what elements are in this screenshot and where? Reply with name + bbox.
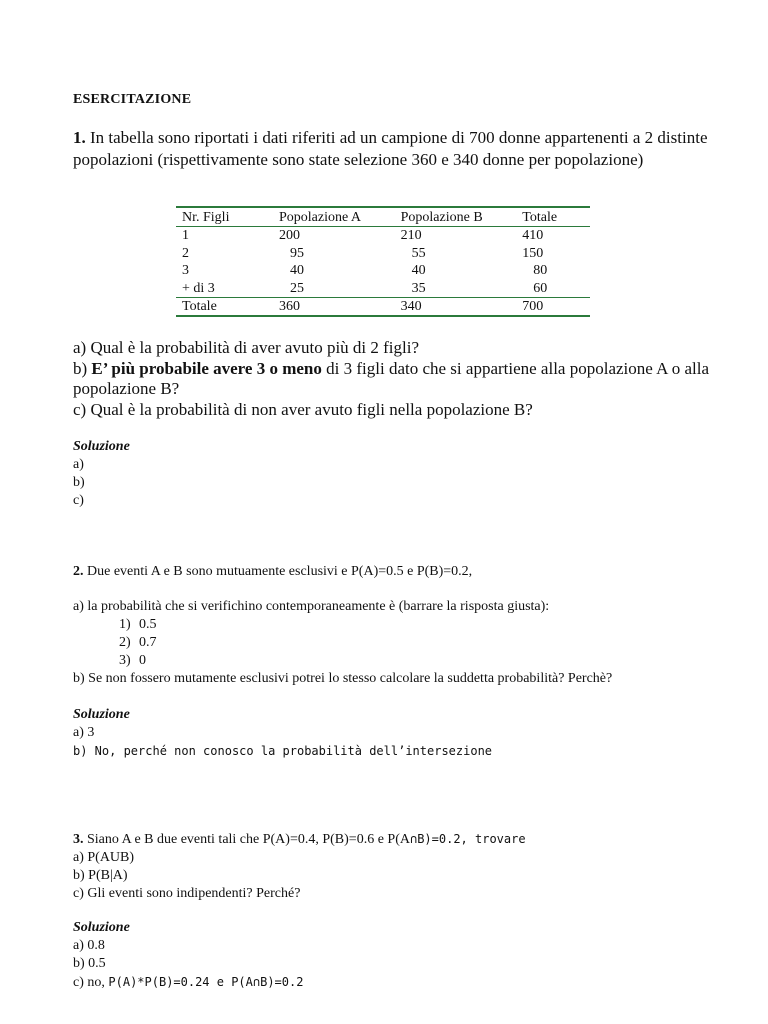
table-header-row xyxy=(176,207,590,227)
table-cell: 340 xyxy=(395,298,517,317)
page-title: ESERCITAZIONE xyxy=(73,92,192,107)
table-header-cell: Popolazione B xyxy=(395,207,517,227)
solution-a: a) 0.8 xyxy=(73,938,105,953)
question-3-b: b) P(B|A) xyxy=(73,868,128,883)
solution-b: b) 0.5 xyxy=(73,956,106,971)
question-3-a: a) P(AUB) xyxy=(73,850,135,865)
solution-c: c) no, P(A)*P(B)=0.24 e P(A∩B)=0.2 xyxy=(73,975,304,990)
table-cell: 3 xyxy=(182,263,189,279)
question-3-text: 3. Siano A e B due eventi tali che P(A)=0.4, P(B)=0.6 e P(A∩B)=0.2, trovare xyxy=(73,832,526,847)
table-cell: 150 xyxy=(522,245,544,261)
question-2-text: 2. Due eventi A e B sono mutuamente esclusivi e P(A)=0.5 e P(B)=0.2, xyxy=(73,564,473,579)
table-cell: 2 xyxy=(182,245,189,261)
question-3-c: c) Gli eventi sono indipendenti? Perché? xyxy=(73,886,301,901)
question-2-a: a) la probabilità che si verifichino contemporaneamente è (barrare la risposta giusta): 1) 0.5 2) 0.7 3) 0 b) Se non fossero mutamente esclusivi potrei lo stesso calcolare la suddetta probabilità? Perchè? xyxy=(73,598,723,688)
question-2-number: 2. xyxy=(73,564,84,579)
table-header-cell: Nr. Figli xyxy=(176,207,273,227)
table-row xyxy=(176,262,590,279)
table-cell: 25 xyxy=(289,280,304,296)
figli-table xyxy=(176,206,590,317)
table-header-cell: Totale xyxy=(516,207,590,227)
table-total-row xyxy=(176,298,590,317)
solution-label: Soluzione xyxy=(73,439,130,454)
question-2-options xyxy=(73,616,723,670)
question-1-c: c) Qual è la probabilità di non aver avuto figli nella popolazione B? xyxy=(73,399,533,419)
question-1-body: In tabella sono riportati i dati riferiti ad un campione di 700 donne appartenenti a 2 distinte popolazioni (rispettivamente sono state selezione 360 e 340 donne per popolazione) xyxy=(73,128,708,169)
solution-b: b) xyxy=(73,475,85,490)
table-row xyxy=(176,280,590,298)
solution-label: Soluzione xyxy=(73,707,130,722)
solution-a: a) xyxy=(73,457,84,472)
table-cell: 35 xyxy=(411,280,426,296)
solution-label: Soluzione xyxy=(73,920,130,935)
question-2-b: b) Se non fossero mutamente esclusivi potrei lo stesso calcolare la suddetta probabilità? Perchè? xyxy=(73,671,613,686)
question-1-b: b) E’ più probabile avere 3 o meno di 3 figli dato che si appartiene alla popolazione A o alla popolazione B? xyxy=(73,358,709,398)
table-row xyxy=(176,227,590,245)
question-3-solution xyxy=(73,919,723,992)
option-item: 2) 0.7 xyxy=(119,635,157,650)
table-cell: 1 xyxy=(182,228,189,244)
table-cell: 95 xyxy=(289,245,304,261)
table-cell: 55 xyxy=(411,245,426,261)
table-cell: 40 xyxy=(411,263,426,279)
question-1-number: 1. xyxy=(73,128,86,147)
table-cell: 40 xyxy=(289,263,304,279)
table-cell: 210 xyxy=(400,228,422,244)
question-1-text xyxy=(73,127,713,170)
solution-c: c) xyxy=(73,493,84,508)
figli-table-container xyxy=(176,206,590,317)
option-item: 1) 0.5 xyxy=(119,617,157,632)
question-3 xyxy=(73,830,723,903)
table-cell: 700 xyxy=(516,298,590,317)
table-cell: 60 xyxy=(533,280,548,296)
table-cell: 410 xyxy=(522,228,544,244)
question-1-solution xyxy=(73,438,723,510)
question-1-a: a) Qual è la probabilità di aver avuto più di 2 figli? xyxy=(73,338,420,357)
question-3-number: 3. xyxy=(73,832,84,847)
question-1-subquestions xyxy=(73,338,723,420)
table-row xyxy=(176,245,590,262)
table-cell: 80 xyxy=(533,263,548,279)
solution-b: b) No, perché non conosco la probabilità dell’intersezione xyxy=(73,744,493,758)
option-item: 3) 0 xyxy=(119,653,146,668)
table-cell: 200 xyxy=(278,228,300,244)
question-1-b-bold: E’ più probabile avere 3 o meno xyxy=(91,358,322,378)
table-header-cell: Popolazione A xyxy=(273,207,395,227)
solution-a: a) 3 xyxy=(73,725,95,740)
question-2-solution xyxy=(73,706,723,760)
table-cell: Totale xyxy=(176,298,273,317)
table-cell: + di 3 xyxy=(182,280,215,296)
table-cell: 360 xyxy=(273,298,395,317)
